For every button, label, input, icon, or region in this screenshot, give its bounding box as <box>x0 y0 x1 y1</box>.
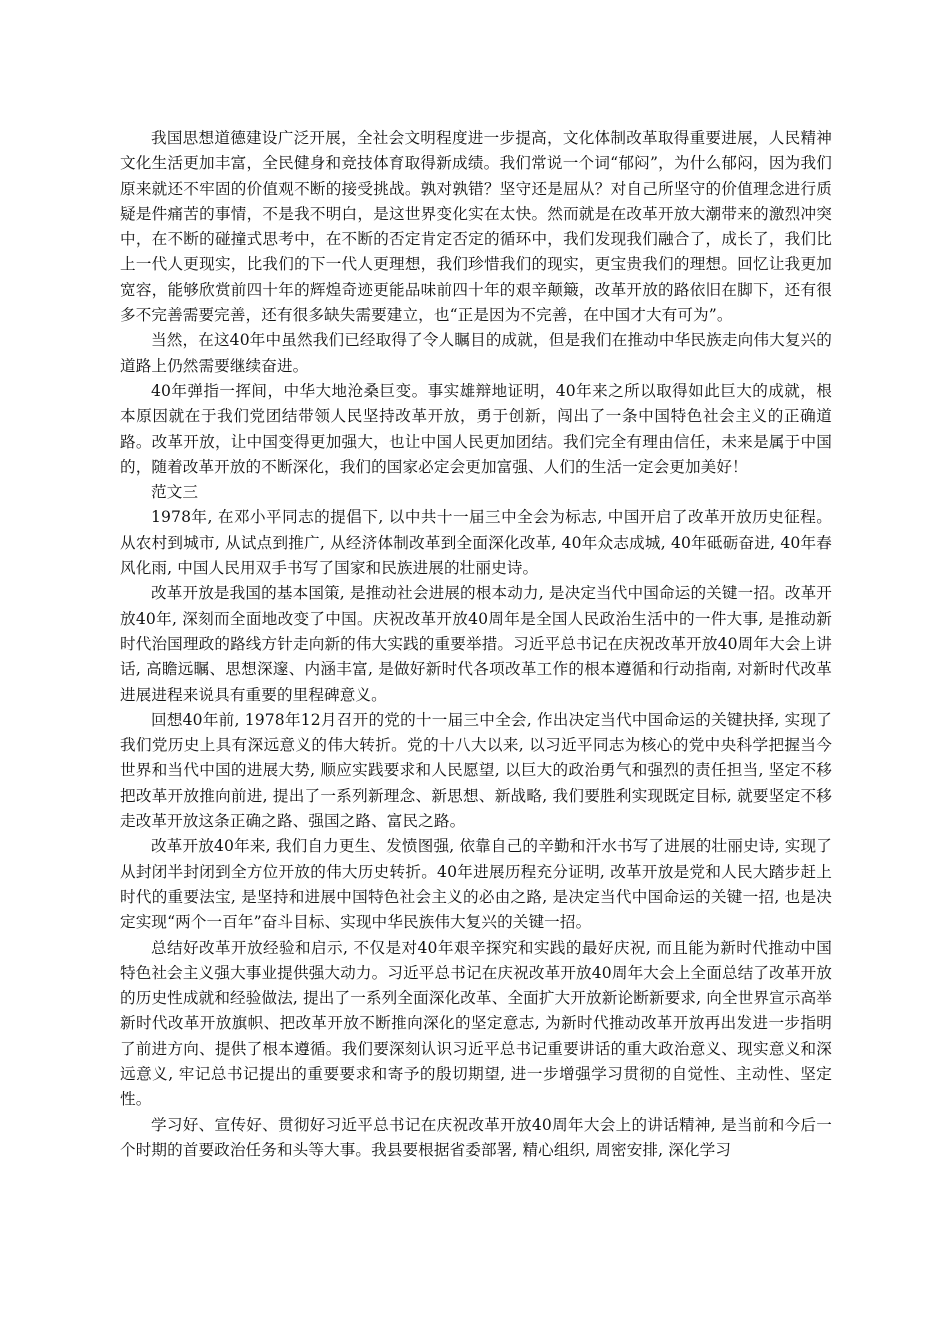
paragraph-2: 当然，在这40年中虽然我们已经取得了令人瞩目的成就，但是我们在推动中华民族走向伟大复兴的道路上仍然需要继续奋进。 <box>120 331 832 375</box>
paragraph-4: 1978年, 在邓小平同志的提倡下, 以中共十一届三中全会为标志, 中国开启了改革开放历史征程。从农村到城市, 从试点到推广, 从经济体制改革到全面深化改革, 40年众志成城, 40年砥砺奋进, 40年春风化雨, 中国人民用双手书写了国家和民族进展的壮丽史诗。 <box>120 508 832 578</box>
paragraph-8: 总结好改革开放经验和启示, 不仅是对40年艰辛探究和实践的最好庆祝, 而且能为新时代推动中国特色社会主义强大事业提供强大动力。习近平总书记在庆祝改革开放40周年大会上全面总结了改革开放的历史性成就和经验做法, 提出了一系列全面深化改革、全面扩大开放新论断新要求, 向全世界宣示高举新时代改革开放旗帜、把改革开放不断推向深化的坚定意志, 为新时代推动改革开放再出发进一步指明了前进方向、提供了根本遵循。我们要深刻认识习近平总书记重要讲话的重大政治意义、现实意义和深远意义, 牢记总书记提出的重要要求和寄予的殷切期望, 进一步增强学习贯彻的自觉性、主动性、坚定性。 <box>120 938 832 1109</box>
paragraph-5: 改革开放是我国的基本国策, 是推动社会进展的根本动力, 是决定当代中国命运的关键一招。改革开放40年, 深刻而全面地改变了中国。庆祝改革开放40周年是全国人民政治生活中的一件大事, 是推动新时代治国理政的路线方针走向新的伟大实践的重要举措。习近平总书记在庆祝改革开放40周年大会上讲话, 高瞻远瞩、思想深邃、内涵丰富, 是做好新时代各项改革工作的根本遵循和行动指南, 对新时代改革进展进程来说具有重要的里程碑意义。 <box>120 584 832 704</box>
paragraph-7: 改革开放40年来, 我们自力更生、发愤图强, 依靠自己的辛勤和汗水书写了进展的壮丽史诗, 实现了从封闭半封闭到全方位开放的伟大历史转折。40年进展历程充分证明, 改革开放是党和人民大踏步赶上时代的重要法宝, 是坚持和进展中国特色社会主义的必由之路, 是决定当代中国命运的关键一招, 也是决定实现“两个一百年”奋斗目标、实现中华民族伟大复兴的关键一招。 <box>120 837 832 932</box>
document-page <box>120 126 832 1163</box>
paragraph-6: 回想40年前, 1978年12月召开的党的十一届三中全会, 作出决定当代中国命运的关键抉择, 实现了我们党历史上具有深远意义的伟大转折。党的十八大以来, 以习近平同志为核心的党中央科学把握当今世界和当代中国的进展大势, 顺应实践要求和人民愿望, 以巨大的政治勇气和强烈的责任担当, 坚定不移把改革开放推向前进, 提出了一系列新理念、新思想、新战略, 我们要胜利实现既定目标, 就要坚定不移走改革开放这条正确之路、强国之路、富民之路。 <box>120 710 832 831</box>
paragraph-9: 学习好、宣传好、贯彻好习近平总书记在庆祝改革开放40周年大会上的讲话精神, 是当前和今后一个时期的首要政治任务和头等大事。我县要根据省委部署, 精心组织, 周密安排, 深化学习 <box>120 1115 832 1159</box>
paragraph-3: 40年弹指一挥间，中华大地沧桑巨变。事实雄辩地证明，40年来之所以取得如此巨大的成就，根本原因就在于我们党团结带领人民坚持改革开放，勇于创新，闯出了一条中国特色社会主义的正确道路。改革开放，让中国变得更加强大，也让中国人民更加团结。我们完全有理由信任，未来是属于中国的，随着改革开放的不断深化，我们的国家必定会更加富强、人们的生活一定会更加美好！ <box>120 381 832 476</box>
section-heading-fanwen-3: 范文三 <box>151 483 199 502</box>
paragraph-1: 我国思想道德建设广泛开展，全社会文明程度进一步提高，文化体制改革取得重要进展，人民精神文化生活更加丰富，全民健身和竞技体育取得新成绩。我们常说一个词“郁闷”，为什么郁闷，因为我们原来就还不牢固的价值观不断的接受挑战。孰对孰错？坚守还是屈从？对自己所坚守的价值理念进行质疑是件痛苦的事情，不是我不明白，是这世界变化实在太快。然而就是在改革开放大潮带来的激烈冲突中，在不断的碰撞式思考中，在不断的否定肯定否定的循环中，我们发现我们融合了，成长了，我们比上一代人更现实，比我们的下一代人更理想，我们珍惜我们的现实，更宝贵我们的理想。回忆让我更加宽容，能够欣赏前四十年的辉煌奇迹更能品味前四十年的艰辛颠簸，改革开放的路依旧在脚下，还有很多不完善需要完善，还有很多缺失需要建立，也“正是因为不完善，在中国才大有可为”。 <box>120 129 832 325</box>
